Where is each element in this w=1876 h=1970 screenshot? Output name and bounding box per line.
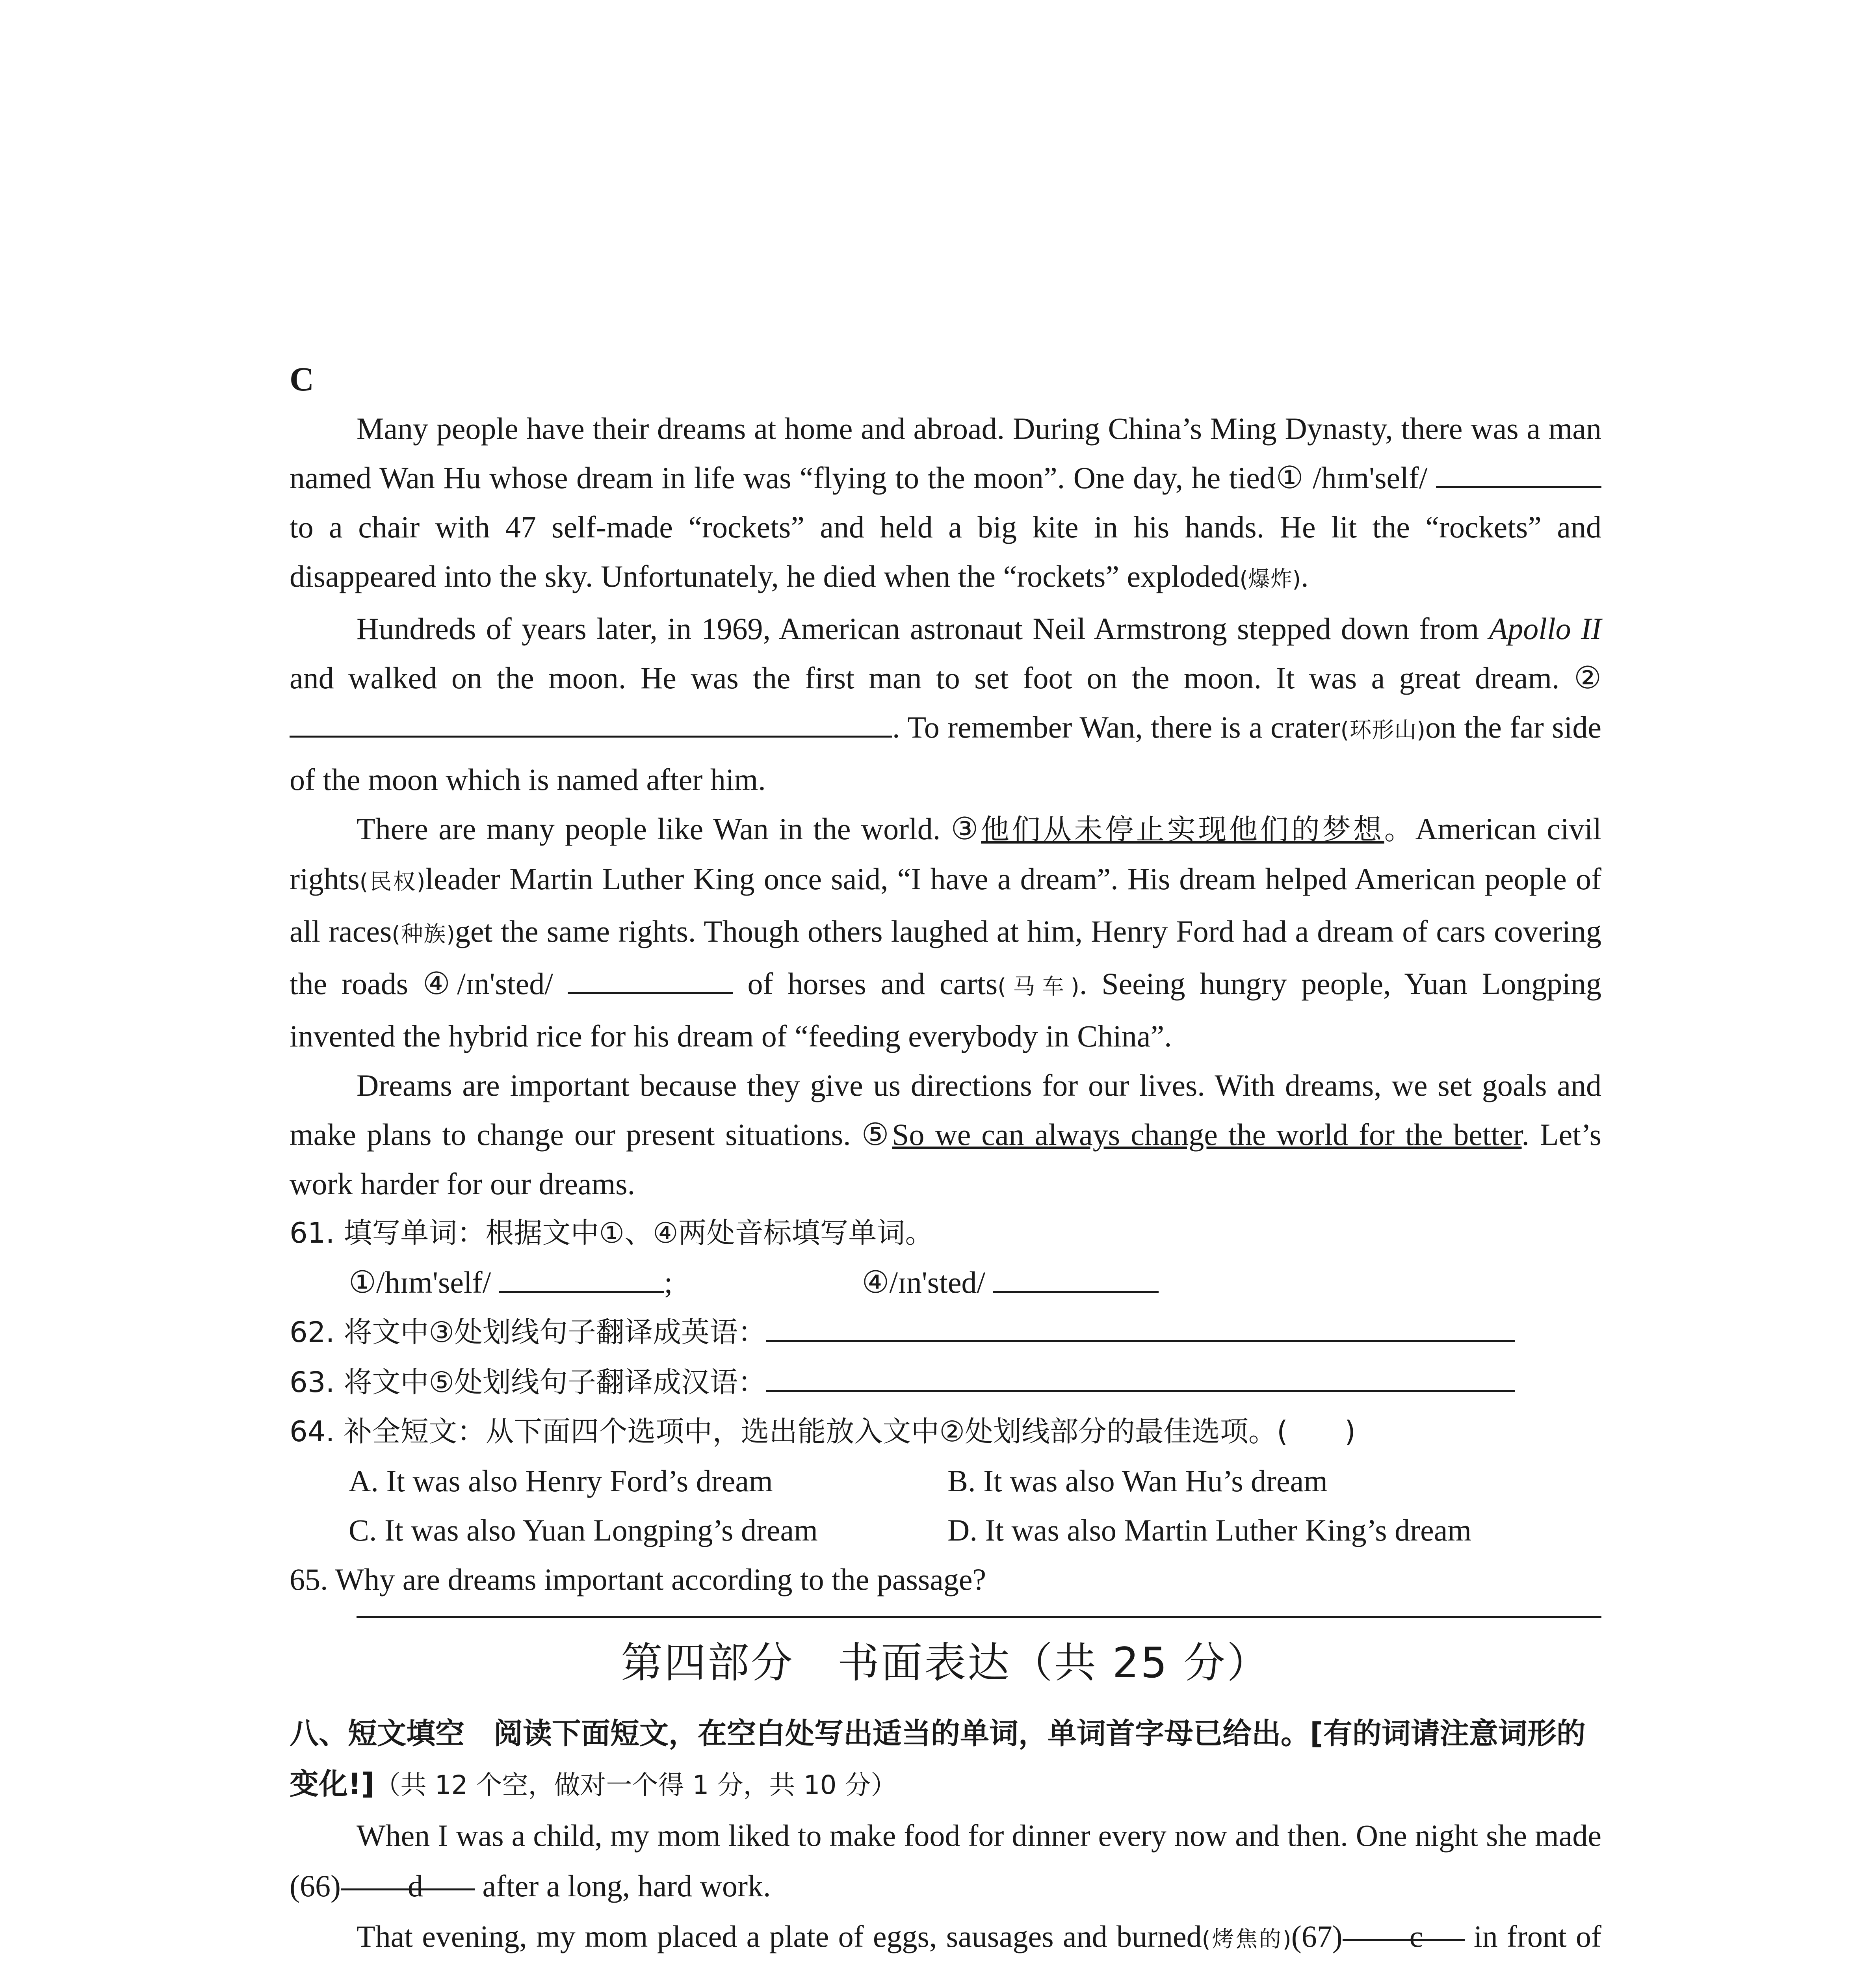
answer-4-field[interactable] [993,1263,1159,1293]
text: after a long, hard work. [474,1869,771,1903]
text: Dreams are important because they give us directions for our lives. With dreams, we set goals and make plans to change our present situations. ⑤ [290,1068,1601,1152]
underlined-sentence-5: So we can always change the world for the better [892,1117,1522,1152]
passage-paragraph-3 [290,804,1601,1061]
text: . [1301,559,1309,593]
blank-1[interactable] [1436,459,1601,488]
question-62 [290,1307,1601,1357]
answer-4-label: ④/ɪn'sted/ [862,1265,993,1299]
section-8-instructions: 八、短文填空 阅读下面短文，在空白处写出适当的单词，单词首字母已给出。[有的词请注意词形的变化!] [290,1717,1586,1801]
passage-paragraph-4 [290,1061,1601,1208]
passage-paragraph-2 [290,604,1601,804]
blank-66-hint: d [407,1869,423,1903]
question-65-answer-field[interactable] [357,1604,1601,1618]
answer-1-field[interactable] [499,1263,664,1293]
question-63 [290,1357,1601,1407]
cloze-passage [290,1810,1601,1970]
underlined-sentence-3: 他们从未停止实现他们的梦想 [981,813,1384,846]
text: and walked on the moon. He was the first man to set foot on the moon. It was a great dream. ② [290,661,1601,695]
gloss: (爆炸) [1239,567,1301,592]
phonetic: /hɪm'self/ [1304,461,1436,495]
marker: ① [1275,461,1304,495]
question-62-answer-field[interactable] [766,1312,1515,1342]
page-content [290,355,1601,1970]
text: Many people have their dreams at home and abroad. During China’s Ming Dynasty, there was a man named Wan Hu whose dream in life was “flying to the moon”. One day, he tied [290,411,1601,495]
gloss: (种族) [392,922,455,947]
text: American civil rights [290,812,1601,896]
question-61: 61. 填写单词：根据文中①、④两处音标填写单词。 [290,1216,934,1249]
question-65: 65. Why are dreams important according to the passage? [290,1562,986,1596]
cloze-paragraph-2 [290,1911,1601,1970]
text: to a chair with 47 self-made “rockets” and held a big kite in his hands. He lit the “rockets” and disappeared into the sky. Unfortunately, he died when the “rockets” exploded [290,510,1601,593]
blank-67-hint: c [1409,1919,1423,1953]
question-63-answer-field[interactable] [766,1362,1515,1392]
section-8-heading [290,1708,1601,1810]
text: (67) [1291,1919,1343,1953]
option-d[interactable]: D. It was also Martin Luther King’s dream [947,1513,1472,1547]
question-61-answers [290,1258,1601,1307]
text: leader Martin Luther King once said, “I have a dream”. His dream helped American people of all races [290,862,1601,948]
blank-67[interactable] [1343,1911,1465,1953]
passage-paragraph-1 [290,404,1601,604]
part-4-title: 第四部分 书面表达（共 25 分） [620,1639,1270,1687]
gloss: (民权) [359,869,425,895]
text: Hundreds of years later, in 1969, American astronaut Neil Armstrong stepped down from [357,611,1489,646]
answer-1-label: ①/hɪm'self/ [349,1265,499,1299]
gloss: (环形山) [1340,717,1426,743]
question-63-text: 63. 将文中⑤处划线句子翻译成汉语： [290,1366,766,1399]
text: That evening, my mom placed a plate of eggs, sausages and burned [357,1919,1202,1953]
blank-4[interactable] [568,965,733,994]
text: of horses and carts [733,966,998,1001]
text: When I was a child, my mom liked to make food for dinner every now and then. One night she made (66) [290,1818,1601,1903]
option-c[interactable]: C. It was also Yuan Longping’s dream [349,1513,818,1547]
blank-2[interactable] [290,708,892,738]
text: in front of [1474,1919,1602,1953]
spacecraft-name: Apollo II [1489,611,1602,646]
question-62-text: 62. 将文中③处划线句子翻译成英语： [290,1316,766,1349]
text: . Let’s work harder for our dreams. [290,1117,1601,1201]
text: 。 [1384,813,1415,846]
option-a[interactable]: A. It was also Henry Ford’s dream [349,1464,773,1498]
question-64: 64. 补全短文：从下面四个选项中，选出能放入文中②处划线部分的最佳选项。( ) [290,1415,1356,1448]
separator: ; [664,1265,673,1299]
option-b[interactable]: B. It was also Wan Hu’s dream [947,1464,1328,1498]
text: get the same rights. Though others laughed at him, Henry Ford had a dream of cars covering the roads ④/ɪn'sted/ [290,914,1601,1001]
section-8-scoring: （共 12 个空，做对一个得 1 分，共 10 分） [374,1770,897,1800]
blank-68[interactable] [668,1965,802,1970]
gloss: (马车) [997,974,1079,1000]
cloze-paragraph-1 [290,1810,1601,1911]
text: . Seeing hungry people, Yuan Longping invented the hybrid rice for his dream of “feeding everybody in China”. [290,966,1601,1053]
blank-66[interactable] [341,1861,475,1903]
text: on the far side of the moon which is named after him. [290,710,1601,797]
text: There are many people like Wan in the world. ③ [357,812,981,846]
gloss: (烤焦的) [1202,1927,1291,1952]
passage-label: C [290,360,314,398]
question-64-options-row-2 [290,1505,1601,1555]
question-64-options-row-1 [290,1456,1601,1505]
text: . To remember Wan, there is a crater [892,710,1341,744]
